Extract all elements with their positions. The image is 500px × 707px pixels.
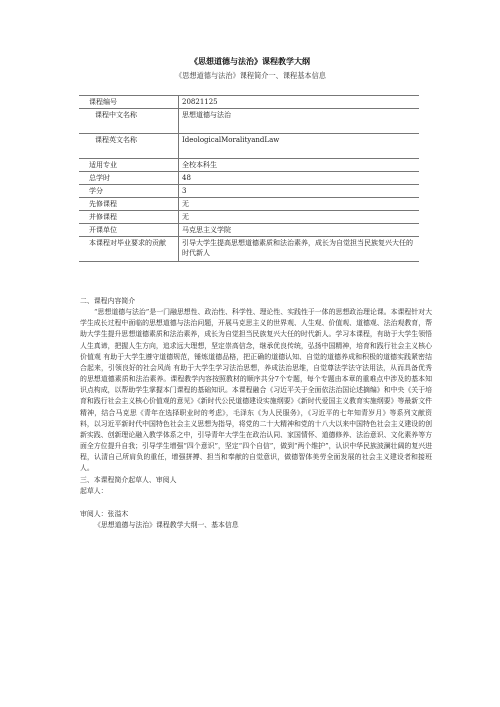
info-value: 引导大学生提高思想道德素质和法治素养，成长为自觉担当民族复兴大任的时代新人 [179,237,420,262]
info-key: 开课单位 [79,224,179,237]
info-key: 总学时 [79,172,179,185]
info-value: 48 [179,172,420,185]
table-row [79,185,419,198]
document-body [80,296,432,531]
page-subtitle: 《思想道德与法治》课程简介一、课程基本信息 [175,71,326,80]
info-value: 无 [179,198,420,211]
table-row [79,96,419,109]
section-heading: 三、本课程简介起草人、审阅人 [80,475,177,484]
info-key: 适用专业 [79,159,179,172]
content-paragraph: “思想道德与法治”是一门融思想性、政治性、科学性、理论性、实践性于一体的思想政治理论课。本课程针对大学生成长过程中面临的思想道德与法治问题，开展马克思主义的世界观、人生观、价值观、道德观、法治观教育，帮助大学生提升思想道德素质和法治素养，成长为自觉担当民族复兴大任的时代新人。学习本课程，有助于大学生领悟人生真谛，把握人生方向，追求远大理想，坚定崇高信念，继承优良传统，弘扬中国精神，培育和践行社会主义核心价值观 有助于大学生遵守道德规范，锤炼道德品格，把正确的道德认知、自觉的道德养成和积极的道德实践紧密结合起来，引领良好的社会风尚 有助于大学生学习法治思想，养成法治思维，自觉尊法学法守法用法，从而具备优秀的思想道德素质和法治素养。课程教学内容按照教材的顺序共分7个专题，每个专题由本章的重难点中涉及的基本知识点构成，以帮助学生掌握本门课程的基础知识。本课程融合《习近平关于全面依法治国论述摘编》和中央《关于培育和践行社会主义核心价值观的意见》《新时代公民道德建设实施纲要》《新时代爱国主义教育实施纲要》等最新文件精神，结合马克思《青年在选择职业时的考虑》，毛泽东《为人民服务》，《习近平的七年知青岁月》等系列文献资料，以习近平新时代中国特色社会主义思想为指导，将党的二十大精神和党的十八大以来中国特色社会主义建设的创新实践、创新理论融入教学体系之中，引导青年大学生在政治认同、家国情怀、道德修养、法治意识、文化素养等方面全方位提升自我；引导学生增强“四个意识”，坚定“四个自信”，做到“两个维护”，认识中华民族波澜壮阔的复兴进程，认清自己所肩负的重任，增强拼搏、担当和奉献的自觉意识，做德智体美劳全面发展的社会主义建设者和接班人。 [80,308,432,473]
table-row [79,159,419,172]
info-value: 思想道德与法治 [179,109,420,134]
info-value: 全校本科生 [179,159,420,172]
info-value: 无 [179,211,420,224]
table-row [79,237,419,262]
drafter-label: 起草人： [80,486,108,495]
course-info-table [79,95,419,262]
footer-line: 《思想道德与法治》课程教学大纲一、基本信息 [94,520,239,529]
page-title: 《思想道德与法治》课程教学大纲 [190,56,310,66]
table-row [79,172,419,185]
info-value: IdeologicalMoralityandLaw [179,134,420,159]
table-row [79,224,419,237]
reviewer-label: 审阅人：张溢木 [80,509,129,518]
table-row [79,211,419,224]
info-key: 本课程对毕业要求的贡献 [79,237,179,262]
table-row [79,109,419,134]
info-key: 课程中文名称 [79,109,179,134]
info-key: 先修课程 [79,198,179,211]
info-value: 马克思主义学院 [179,224,420,237]
spacer [80,497,432,509]
info-key: 课程英文名称 [79,134,179,159]
table-row [79,198,419,211]
info-value: 20821125 [179,96,420,109]
info-key: 并修课程 [79,211,179,224]
info-key: 课程编号 [79,96,179,109]
info-key: 学分 [79,185,179,198]
section-heading: 二、课程内容简介 [80,297,136,305]
table-row [79,134,419,159]
info-value: 3 [179,185,420,198]
